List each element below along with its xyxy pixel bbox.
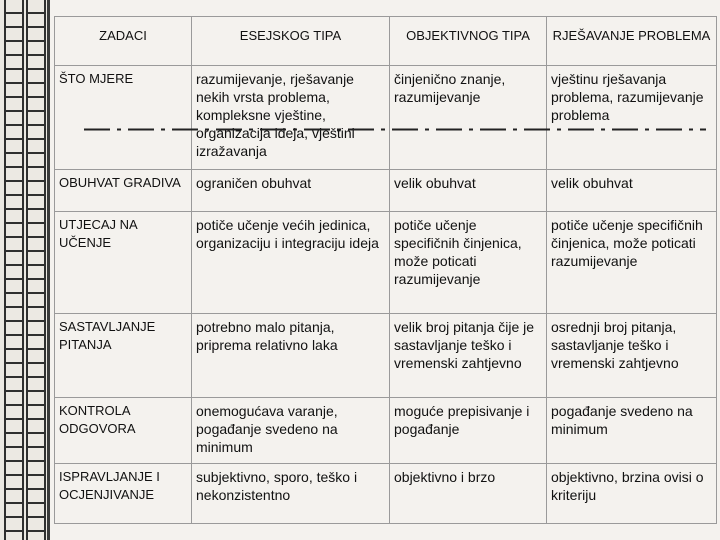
header-cell: ZADACI — [55, 17, 192, 66]
header-cell: RJEŠAVANJE PROBLEMA — [547, 17, 717, 66]
row-label: SASTAVLJANJE PITANJA — [55, 314, 192, 398]
table-cell: velik obuhvat — [390, 170, 547, 212]
table-cell: onemogućava varanje, pogađanje svedeno na minimum — [192, 398, 390, 464]
table-cell: potrebno malo pitanja, priprema relativno laka — [192, 314, 390, 398]
table-cell: pogađanje svedeno na minimum — [547, 398, 717, 464]
table-cell: subjektivno, sporo, teško i nekonzistentno — [192, 464, 390, 524]
table-row — [55, 66, 717, 170]
table-cell: razumijevanje, rješavanje nekih vrsta problema, kompleksne vještine, organizacija ideja, vještini izražavanja — [192, 66, 390, 170]
table-row — [55, 212, 717, 314]
table-cell: potiče učenje specifičnih činjenica, može poticati razumijevanje — [547, 212, 717, 314]
row-label: ISPRAVLJANJE I OCJENJIVANJE — [55, 464, 192, 524]
decorative-rail — [0, 0, 50, 540]
table-cell: ograničen obuhvat — [192, 170, 390, 212]
header-cell: ESEJSKOG TIPA — [192, 17, 390, 66]
rail-pattern — [4, 0, 24, 540]
table-cell: činjenično znanje, razumijevanje — [390, 66, 547, 170]
table-cell: objektivno, brzina ovisi o kriteriju — [547, 464, 717, 524]
table-cell: objektivno i brzo — [390, 464, 547, 524]
rail-pattern — [26, 0, 46, 540]
table-cell: moguće prepisivanje i pogađanje — [390, 398, 547, 464]
header-row — [55, 17, 717, 66]
table-cell: velik broj pitanja čije je sastavljanje teško i vremenski zahtjevno — [390, 314, 547, 398]
table-row — [55, 314, 717, 398]
table-row — [55, 170, 717, 212]
row-label: ŠTO MJERE — [55, 66, 192, 170]
table-row — [55, 464, 717, 524]
table-cell: vještinu rješavanja problema, razumijevanje problema — [547, 66, 717, 170]
row-label: OBUHVAT GRADIVA — [55, 170, 192, 212]
comparison-table — [54, 16, 717, 524]
header-cell: OBJEKTIVNOG TIPA — [390, 17, 547, 66]
table-cell: potiče učenje većih jedinica, organizaciju i integraciju ideja — [192, 212, 390, 314]
table-cell: osrednji broj pitanja, sastavljanje teško i vremenski zahtjevno — [547, 314, 717, 398]
table-cell: potiče učenje specifičnih činjenica, može poticati razumijevanje — [390, 212, 547, 314]
row-label: UTJECAJ NA UČENJE — [55, 212, 192, 314]
row-label: KONTROLA ODGOVORA — [55, 398, 192, 464]
table-row — [55, 398, 717, 464]
rail-bar — [47, 0, 50, 540]
table-cell: velik obuhvat — [547, 170, 717, 212]
